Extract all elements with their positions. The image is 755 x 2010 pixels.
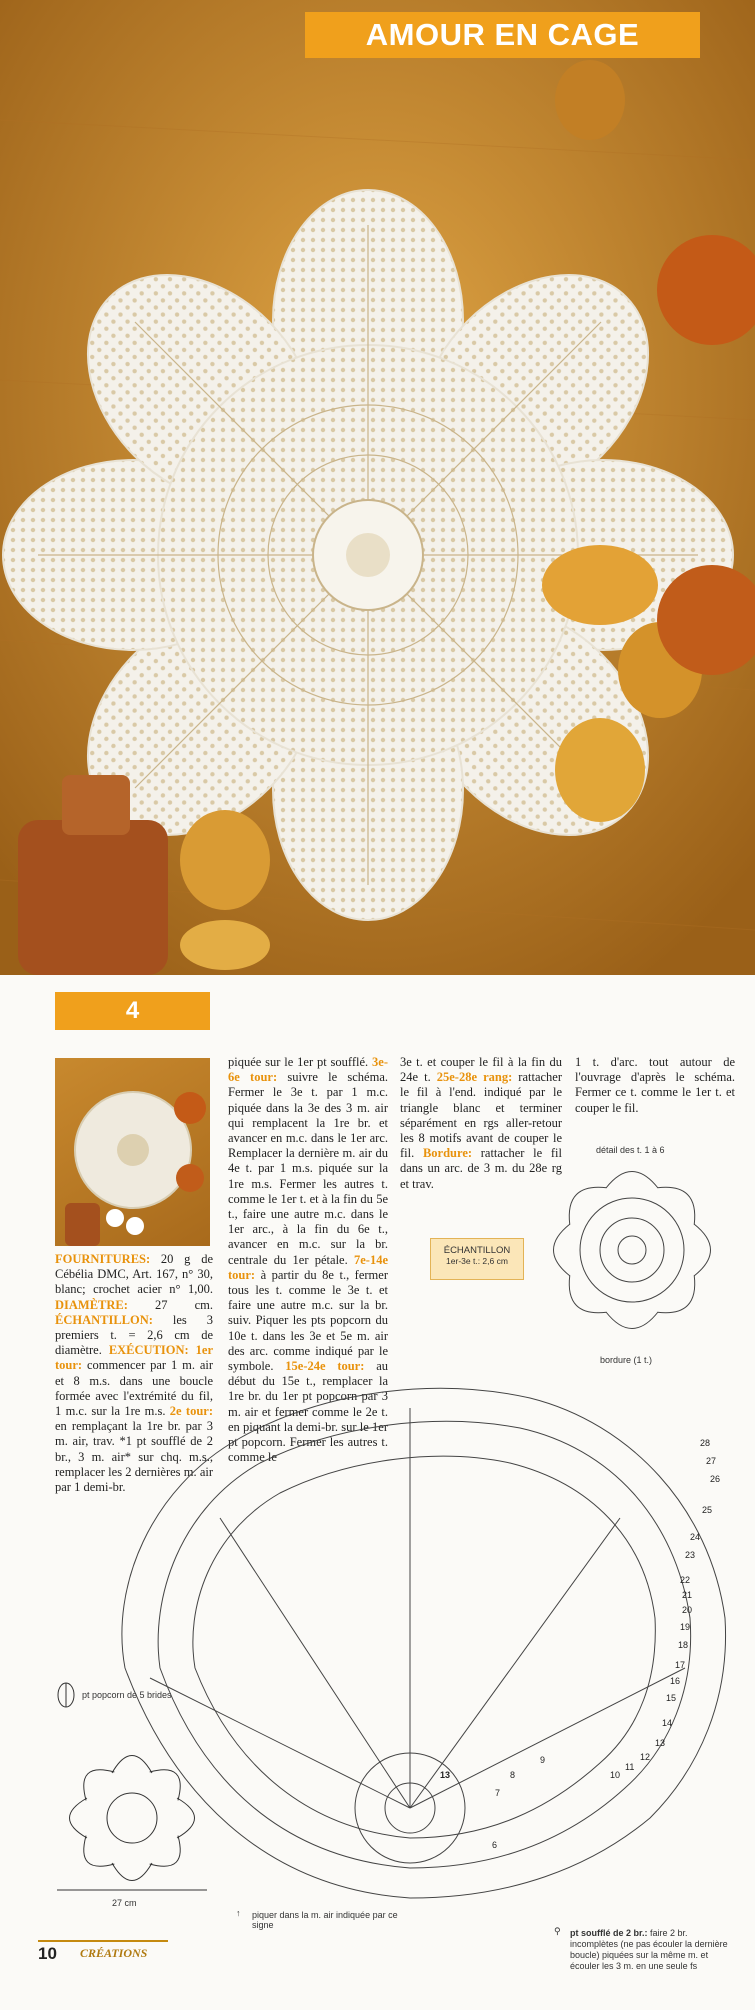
doily-photo: [0, 0, 755, 975]
col2-text1: piquée sur le 1er pt soufflé.: [228, 1055, 369, 1069]
rang25-label: 25e-28e rang:: [430, 1070, 513, 1085]
tour2-text: en remplaçant la 1re br. par 3 m. air, trav. *1 pt soufflé de 2 br., 3 m. air* sur chq. m.s., remplacer les 2 dernières m. air par 1 demi-br.: [55, 1419, 213, 1495]
row-number: 12: [640, 1752, 651, 1762]
row-number: 18: [678, 1640, 689, 1650]
col2-text2: suivre le schéma. Fermer le 3e t. par 1 m.c. piquée dans la 3e des 3 m. air qui remplacent la 1re br. et avancer en m.c. dans le 1er arc. Remplacer la dernière m. air du 4e t. par 1 m.s. piquée sur la 1re m.s. Fermer les autres t. comme le 1er t. et à la fin du 5e t., faire une autre m.c. dans le 1er arc., à la fin du 6e t., avancer en m.c. sur la br. centrale du 1er pétale.: [228, 1070, 388, 1267]
echantillon-box-sub: 1er-3e t.: 2,6 cm: [446, 1256, 508, 1266]
thumbnail-doily: [55, 1058, 210, 1246]
pattern-number: 4: [125, 997, 140, 1024]
tour7-label: 7e-14e tour:: [228, 1252, 388, 1282]
row-number: 28: [700, 1438, 711, 1448]
diametre-text: 27 cm.: [127, 1297, 213, 1312]
pattern-number-box: [55, 992, 210, 1030]
row-number: 11: [625, 1762, 635, 1772]
thumbnail-photo: [55, 1058, 210, 1246]
column-4: [575, 1055, 735, 1116]
piquer-legend: piquer dans la m. air indiquée par ce signe: [252, 1910, 398, 1930]
row-number: 27: [706, 1456, 717, 1466]
col3-text2: rattacher le fil à l'end. indiqué par le triangle blanc et terminer séparément en rgs aller-retour les 8 motifs avant de couper le fil.: [400, 1070, 562, 1161]
doily-illustration: [0, 0, 755, 975]
size-label: 27 cm: [112, 1898, 137, 1908]
title-banner: [305, 12, 700, 58]
row-number: 25: [702, 1505, 713, 1515]
diametre-label: DIAMÈTRE:: [55, 1297, 128, 1312]
tour1-label: 1er tour:: [55, 1343, 213, 1373]
row-number: 24: [690, 1532, 701, 1542]
tour1-text: commencer par 1 m. air et 8 m.s. dans une boucle formée avec l'extrémité du fil, 1 m.c. sur la 1re m.s.: [55, 1358, 213, 1419]
page-title: AMOUR EN CAGE: [365, 17, 640, 52]
column-3: [400, 1055, 562, 1192]
echantillon-box: [430, 1238, 524, 1280]
overview-scheme: [52, 1740, 212, 1895]
footer-divider: [38, 1940, 168, 1942]
piquer-arrow-icon: ↑: [236, 1908, 241, 1918]
row-number: 6: [492, 1840, 498, 1850]
bordure-diagram-label: bordure (1 t.): [600, 1355, 653, 1365]
col2-text3: à partir du 8e t., fermer tous les t. comme le 3e t. et faire une autre m.c. sur la br. suiv. Piquer les pts popcorn du 10e t. dans les 3e et 5e m. air des arc. comme indiqué par le symbole.: [228, 1267, 388, 1374]
col2-text4: au début du 15e t., remplacer la 1re br. du 1er pt popcorn par 3 m. air et fermer comme le 2e t. en piquant la demi-br. sur le 1er pt popcorn. Fermer les autres t. comme le: [228, 1359, 388, 1465]
row-number: 19: [680, 1622, 691, 1632]
row-number: 23: [685, 1550, 696, 1560]
souffle-legend: [570, 1928, 730, 1972]
popcorn-icon: [55, 1680, 77, 1710]
echantillon-box-title: ÉCHANTILLON: [443, 1245, 511, 1256]
souffle-label: pt soufflé de 2 br.:: [570, 1928, 648, 1938]
row-number: 15: [666, 1693, 677, 1703]
row-number: 21: [682, 1590, 693, 1600]
magazine-logo: CRÉATIONS: [80, 1946, 148, 1960]
column-3-paragraph: [400, 1055, 562, 1192]
column-4-paragraph: 1 t. d'arc. tout autour de l'ouvrage d'après le schéma. Fermer ce t. comme le 1er t. et couper le fil.: [575, 1055, 735, 1115]
row-number: 22: [680, 1575, 691, 1585]
echantillon-text: les 3 premiers t. = 2,6 cm de diamètre.: [55, 1312, 213, 1358]
row-number: 7: [495, 1788, 501, 1798]
col3-text1: 3e t. et couper le fil à la fin du 24e t.: [400, 1055, 562, 1085]
row-number: 10: [610, 1770, 621, 1780]
souffle-icon: ⚲: [554, 1926, 561, 1936]
tour15-label: 15e-24e tour:: [273, 1359, 365, 1374]
row-number: 13: [440, 1770, 451, 1780]
tour3-label: 3e-6e tour:: [228, 1055, 388, 1085]
row-number: 14: [662, 1718, 673, 1728]
row-number: 8: [510, 1770, 516, 1780]
row-number: 17: [675, 1660, 686, 1670]
detail-diagram: [540, 1158, 725, 1343]
row-number: 9: [540, 1755, 546, 1765]
echantillon-label: ÉCHANTILLON:: [55, 1312, 153, 1327]
bordure-label: Bordure:: [422, 1146, 473, 1161]
fournitures-text: 20 g de Cébélia DMC, Art. 167, n° 30, blanc; crochet acier n° 1,00.: [55, 1252, 213, 1297]
row-number: 26: [710, 1474, 721, 1484]
fournitures-label: FOURNITURES:: [55, 1252, 151, 1266]
row-number: 16: [670, 1676, 681, 1686]
detail-label: détail des t. 1 à 6: [596, 1145, 665, 1155]
popcorn-legend: pt popcorn de 5 brides: [82, 1690, 172, 1700]
tour2-label: 2e tour:: [165, 1404, 214, 1419]
souffle-text: faire 2 br. incomplètes (ne pas écouler la dernière boucle) piquées sur la même m. et écouler les 3 m. en une seule fs: [570, 1928, 728, 1971]
row-number: 13: [655, 1738, 666, 1748]
col3-text3: rattacher le fil dans un arc. de 3 m. du 28e rg et trav.: [400, 1146, 563, 1191]
execution-label: EXÉCUTION:: [108, 1343, 189, 1358]
row-number: 20: [682, 1605, 693, 1615]
page-number: 10: [38, 1944, 57, 1963]
